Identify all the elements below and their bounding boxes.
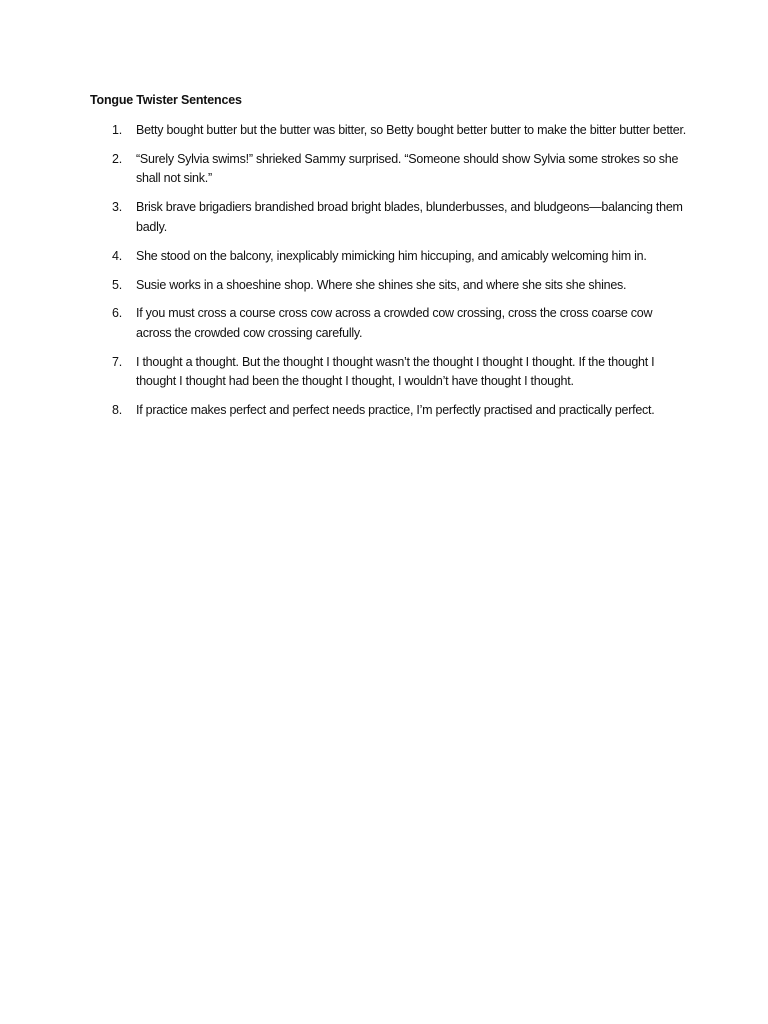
item-text: Betty bought butter but the butter was bitter, so Betty bought better butter to make the bitter butter better. bbox=[136, 123, 686, 137]
item-text: “Surely Sylvia swims!” shrieked Sammy surprised. “Someone should show Sylvia some strokes so she shall not sink.” bbox=[136, 151, 679, 186]
list-item bbox=[90, 401, 690, 421]
tongue-twister-list bbox=[90, 121, 690, 430]
list-item bbox=[90, 198, 690, 237]
list-item bbox=[90, 276, 690, 296]
item-number: 1. bbox=[112, 123, 122, 137]
item-number: 3. bbox=[112, 200, 122, 215]
list-item bbox=[90, 150, 690, 189]
item-number: 4. bbox=[112, 248, 122, 263]
item-text: If you must cross a course cross cow across a crowded cow crossing, cross the cross coarse cow across the crowded cow crossing carefully. bbox=[136, 306, 653, 340]
item-text: I thought a thought. But the thought I thought wasn’t the thought I thought I thought. If the thought I thought I thought had been the thought I thought, I wouldn’t have thought I thought. bbox=[136, 354, 655, 389]
item-text: Brisk brave brigadiers brandished broad bright blades, blunderbusses, and bludgeons—balancing them badly. bbox=[136, 200, 683, 234]
item-text: Susie works in a shoeshine shop. Where she shines she sits, and where she sits she shines. bbox=[136, 277, 627, 292]
list-item bbox=[90, 121, 690, 141]
list-item bbox=[90, 353, 690, 392]
item-number: 5. bbox=[112, 277, 122, 292]
list-item bbox=[90, 247, 690, 267]
document-title: Tongue Twister Sentences bbox=[90, 93, 242, 107]
item-number: 8. bbox=[112, 403, 122, 418]
item-text: She stood on the balcony, inexplicably mimicking him hiccuping, and amicably welcoming him in. bbox=[136, 248, 647, 263]
item-number: 6. bbox=[112, 306, 122, 321]
item-number: 7. bbox=[112, 354, 122, 369]
item-text: If practice makes perfect and perfect needs practice, I’m perfectly practised and practically perfect. bbox=[136, 403, 655, 418]
list-item bbox=[90, 304, 690, 343]
item-number: 2. bbox=[112, 151, 122, 166]
